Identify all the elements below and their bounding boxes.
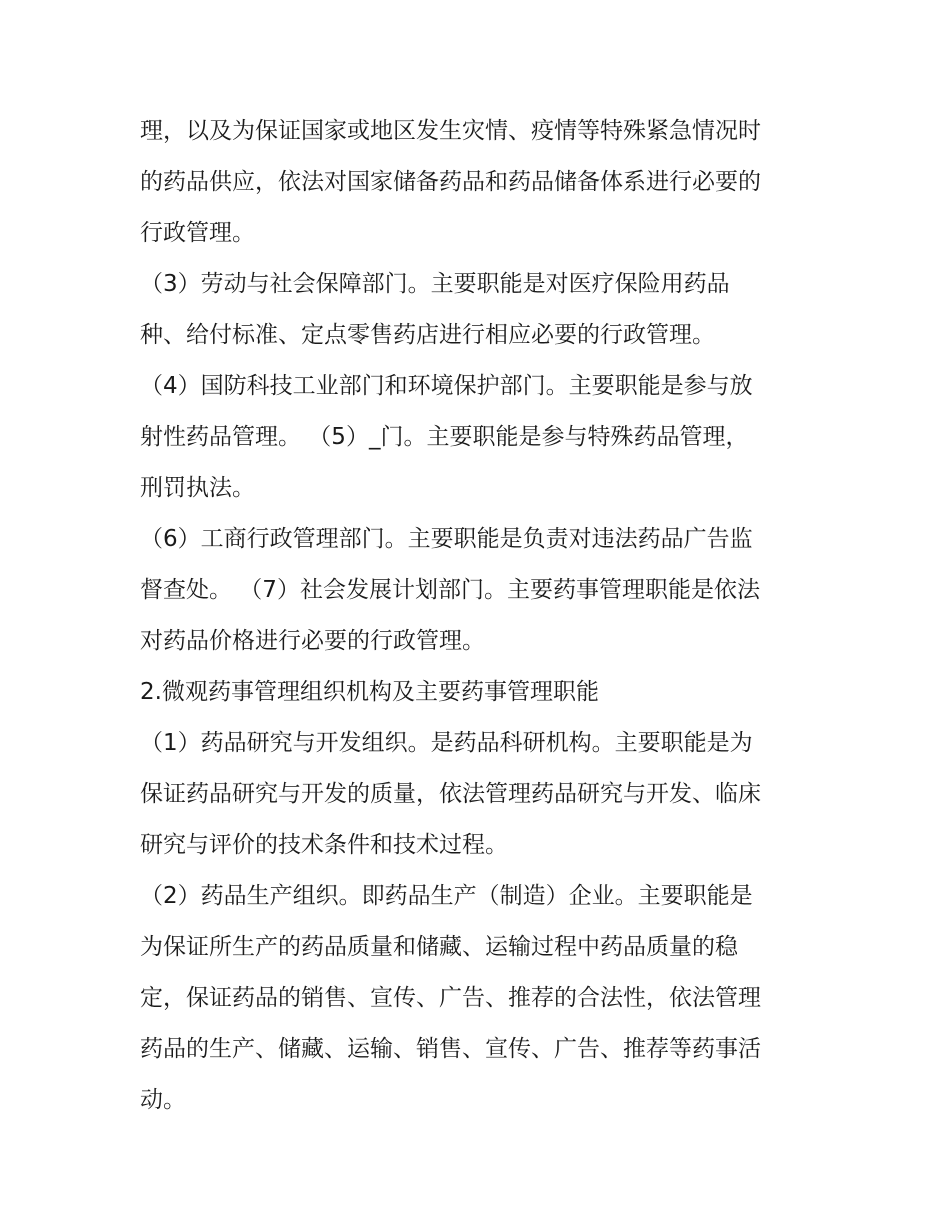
text-line: 保证药品研究与开发的质量，依法管理药品研究与开发、临床 (140, 781, 761, 807)
text-line: 行政管理。 (140, 220, 255, 246)
text-line: （1）药品研究与开发组织。是药品科研机构。主要职能是为 (140, 730, 753, 756)
text-line: 刑罚执法。 (140, 475, 255, 501)
text-line: 为保证所生产的药品质量和储藏、运输过程中药品质量的稳 (140, 934, 738, 960)
text-line: 定，保证药品的销售、宣传、广告、推荐的合法性，依法管理 (140, 985, 761, 1011)
text-line: 射性药品管理。 （5）_门。主要职能是参与特殊药品管理， (140, 424, 749, 450)
text-line: 种、给付标准、定点零售药店进行相应必要的行政管理。 (140, 322, 715, 348)
text-line: 对药品价格进行必要的行政管理。 (140, 628, 485, 654)
text-line: （6）工商行政管理部门。主要职能是负责对违法药品广告监 (140, 526, 753, 552)
text-line: （4）国防科技工业部门和环境保护部门。主要职能是参与放 (140, 373, 753, 399)
text-line: （3）劳动与社会保障部门。主要职能是对医疗保险用药品 (140, 271, 730, 297)
text-line: 理，以及为保证国家或地区发生灾情、疫情等特殊紧急情况时 (140, 118, 761, 144)
text-line: 督查处。 （7）社会发展计划部门。主要药事管理职能是依法 (140, 577, 760, 603)
text-line: 研究与评价的技术条件和技术过程。 (140, 832, 508, 858)
text-line: （2）药品生产组织。即药品生产（制造）企业。主要职能是 (140, 883, 753, 909)
text-line: 动。 (140, 1087, 186, 1113)
section-heading: 2.微观药事管理组织机构及主要药事管理职能 (140, 679, 599, 705)
text-line: 的药品供应，依法对国家储备药品和药品储备体系进行必要的 (140, 169, 761, 195)
body-text (140, 106, 820, 1126)
text-line: 药品的生产、储藏、运输、销售、宣传、广告、推荐等药事活 (140, 1036, 761, 1062)
